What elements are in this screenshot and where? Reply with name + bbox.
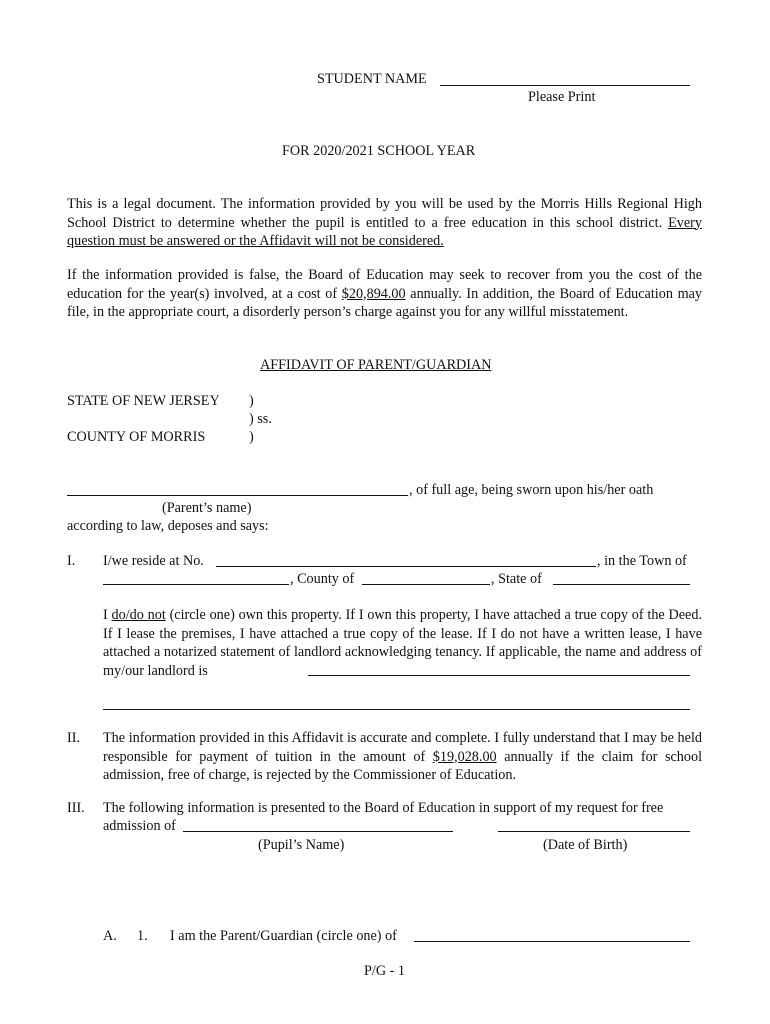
landlord-field[interactable] [308,675,690,676]
state-field[interactable] [553,584,690,585]
venue-bracket-bottom: ) [249,429,254,445]
legal-notice-paragraph: This is a legal document. The information provided by you will be used by the Morris Hills Regional High School District to determine whether the pupil is entitled to a free education in this school district. Every question must be answered or the Affidavit will not be considered. [67,196,702,249]
pupil-name-field[interactable] [183,831,453,832]
item-a-text: I am the Parent/Guardian (circle one) of [170,928,397,944]
every-question-notice: Every question must be answered or the Affidavit will not be considered. [67,214,702,249]
property-ownership-paragraph: I do/do not (circle one) own this property. If I own this property, I have attached a true copy of the Deed. If I lease the premises, I have attached a true copy of the lease. If I do not have a written lease, I have attached a notarized statement of landlord acknowledging tenancy. If applicable, the name and address of my/our landlord is [103,607,702,679]
reside-label: I/we reside at No. [103,553,204,569]
accuracy-paragraph: The information provided in this Affidavit is accurate and complete. I fully understand that I may be held responsible for payment of tuition in the amount of $19,028.00 annually if the claim for school admission, free of charge, is rejected by the Commissioner of Education. [103,730,703,783]
affidavit-title: AFFIDAVIT OF PARENT/GUARDIAN [260,357,492,373]
full-age-text: , of full age, being sworn upon his/her oath [409,482,654,498]
pupil-name-caption: (Pupil’s Name) [258,837,345,853]
parent-name-caption: (Parent’s name) [162,500,252,516]
deposes-text: according to law, deposes and says: [67,518,269,534]
false-info-paragraph: If the information provided is false, the Board of Education may seek to recover from you the cost of the education for the year(s) involved, at a cost of $20,894.00 annually. In addition, the Board of Education may file, in the appropriate court, a disorderly person’s charge against you for any willful misstatement. [67,267,703,320]
parent-name-field[interactable] [67,495,408,496]
county-of-label: , County of [290,571,355,587]
state-label: STATE OF NEW JERSEY [67,393,220,409]
cost-amount: $20,894.00 [341,285,406,302]
page-number: P/G - 1 [364,963,405,979]
landlord-address-field[interactable] [103,709,690,710]
item-a-letter: A. [103,928,117,944]
dob-caption: (Date of Birth) [543,837,628,853]
student-name-field[interactable] [440,85,690,86]
student-name-label: STUDENT NAME [317,71,427,87]
item-a-number: 1. [137,928,148,944]
section-1-numeral: I. [67,553,76,569]
county-field[interactable] [362,584,490,585]
admission-of-label: admission of [103,818,176,834]
school-year-heading: FOR 2020/2021 SCHOOL YEAR [282,143,476,159]
county-label: COUNTY OF MORRIS [67,429,206,445]
in-town-label: , in the Town of [597,553,687,569]
venue-ss: ) ss. [249,411,272,427]
address-number-field[interactable] [216,566,596,567]
relationship-field[interactable] [414,941,690,942]
please-print-caption: Please Print [528,89,596,105]
date-of-birth-field[interactable] [498,831,690,832]
tuition-amount: $19,028.00 [432,748,497,765]
state-of-label: , State of [491,571,542,587]
own-choice[interactable]: do/do not [111,607,166,623]
section-3-numeral: III. [67,800,85,816]
section-3-text: The following information is presented to the Board of Education in support of my request for free [103,800,664,816]
town-field[interactable] [103,584,289,585]
section-2-numeral: II. [67,730,80,746]
venue-bracket-top: ) [249,393,254,409]
